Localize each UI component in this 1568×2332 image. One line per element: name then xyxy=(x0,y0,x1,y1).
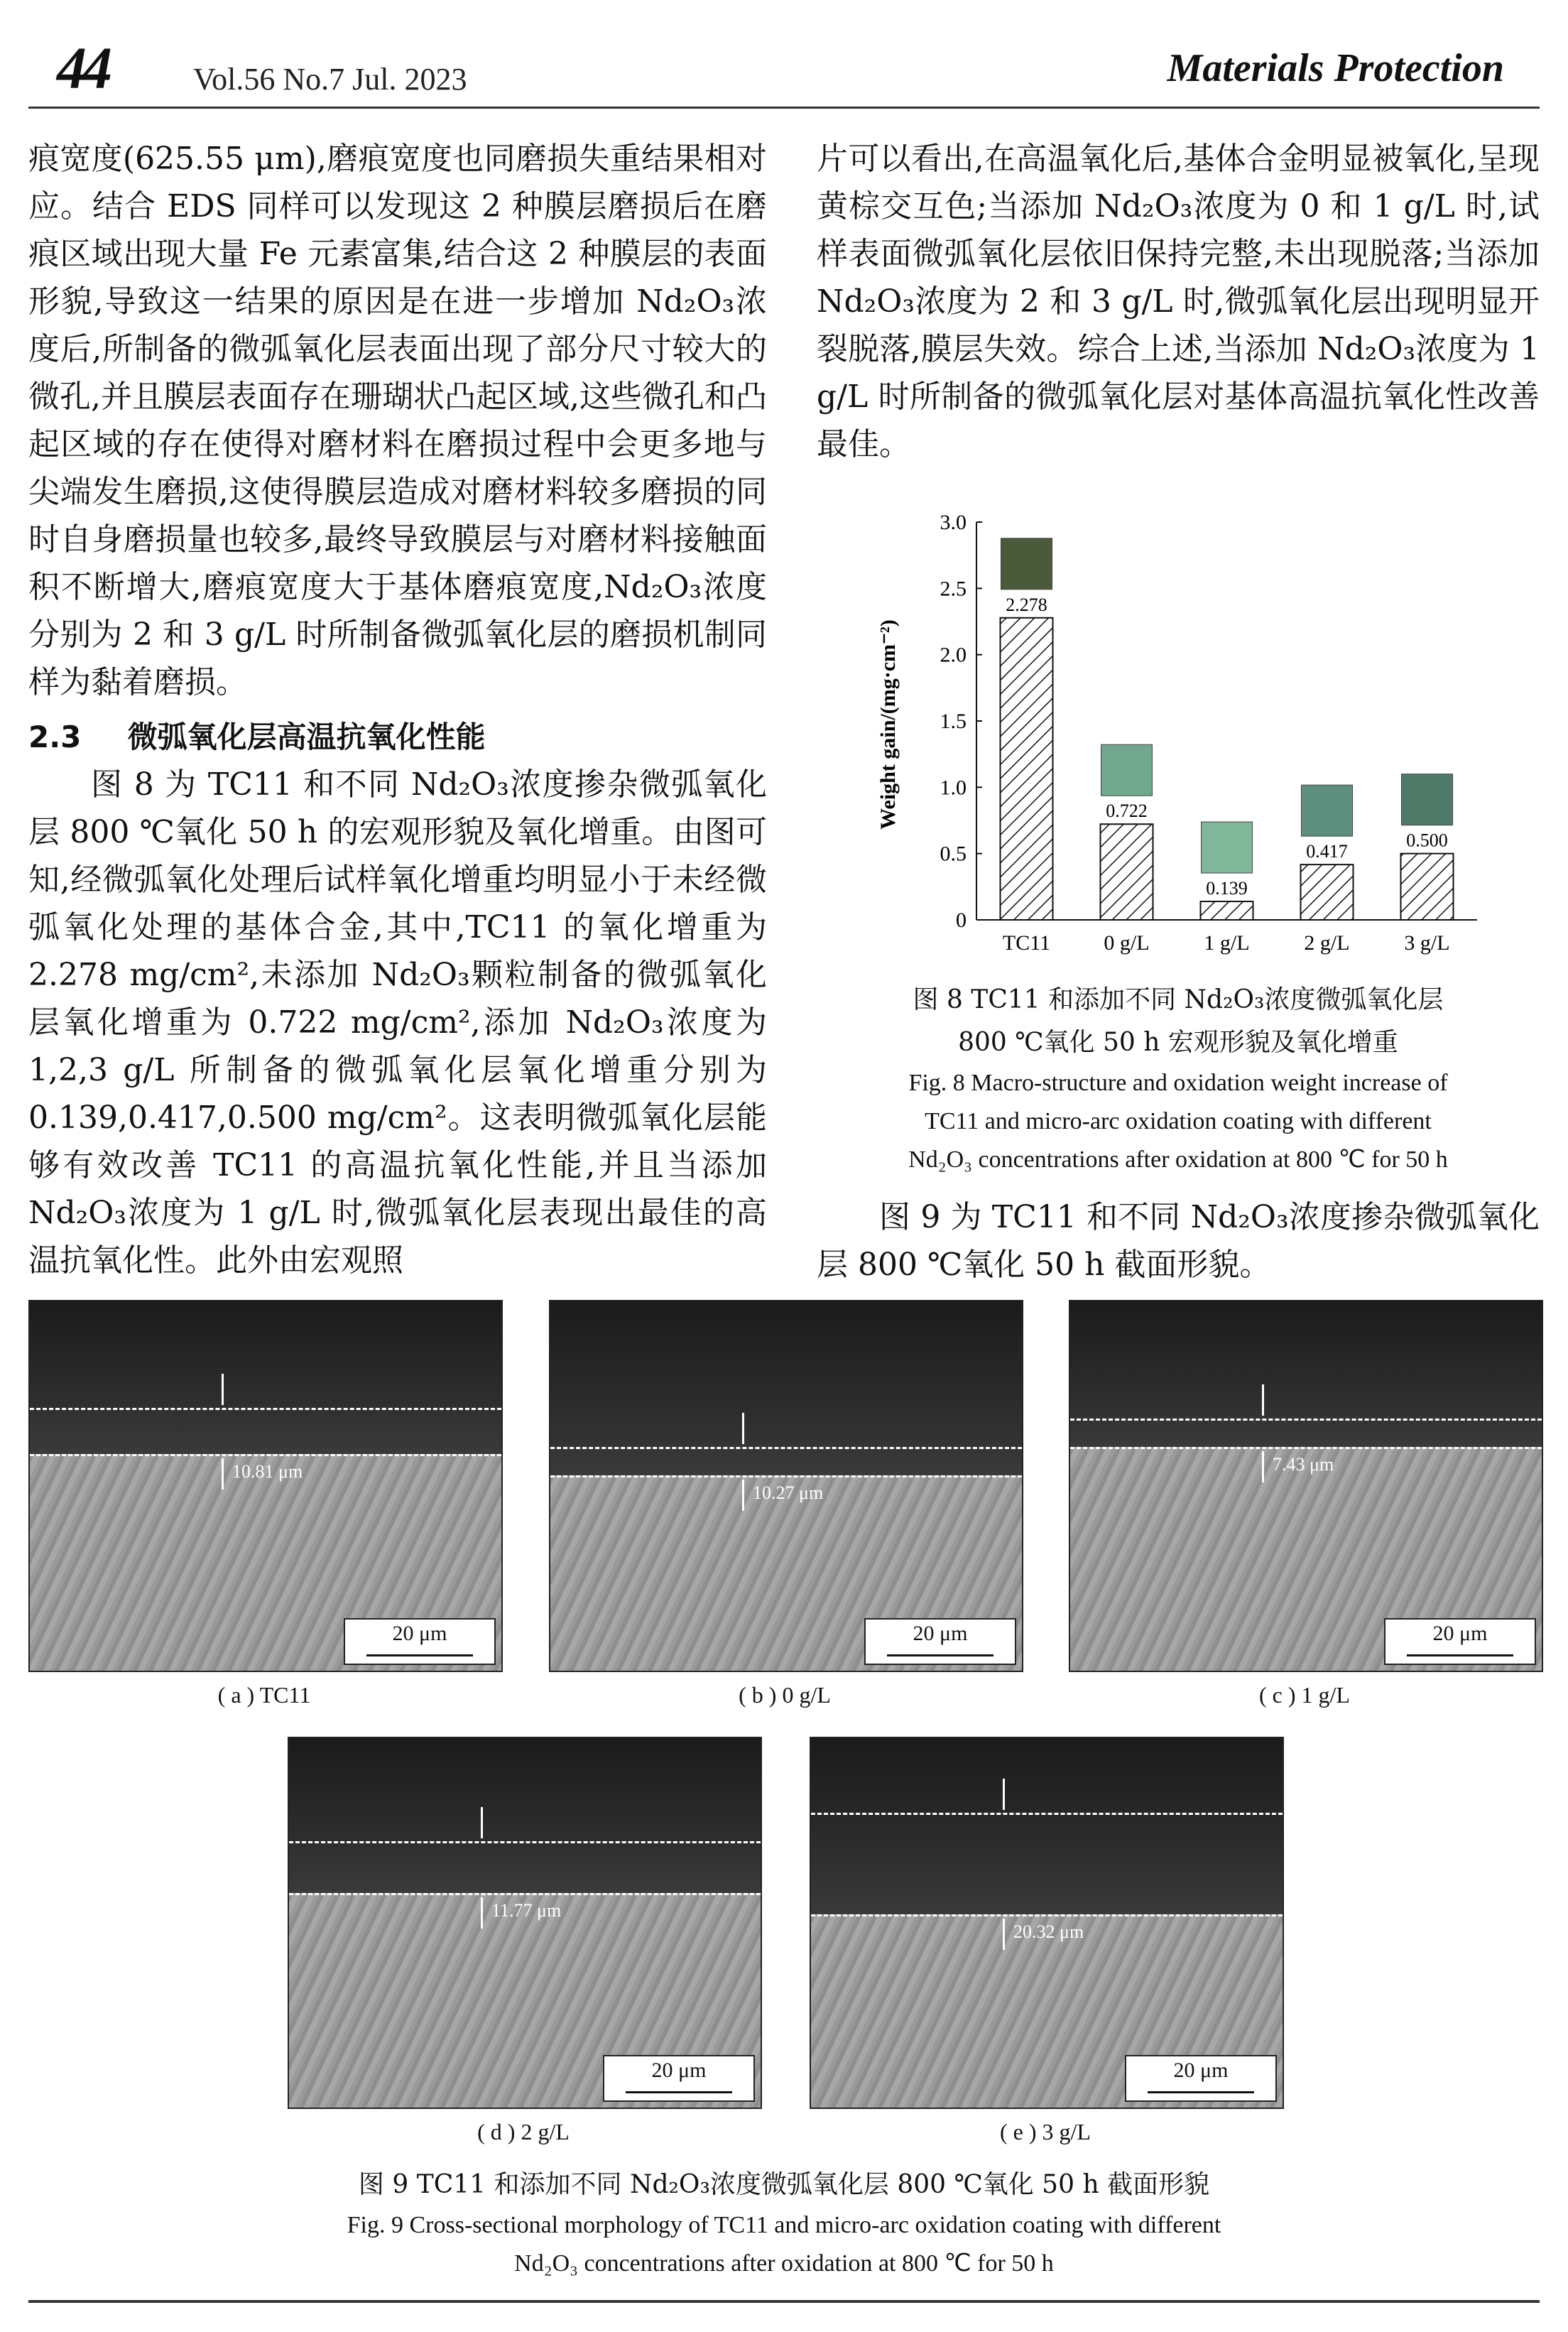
fig8-caption-cn-1: 图 8 TC11 和添加不同 Nd₂O₃浓度微弧氧化层 xyxy=(913,985,1444,1014)
oxide-region xyxy=(550,1301,1022,1475)
macro-photo-inset xyxy=(1101,744,1153,796)
micrograph-panel xyxy=(288,1737,762,2109)
header-rule xyxy=(28,107,1540,109)
layer-boundary-line xyxy=(289,1893,761,1895)
arrow-down-icon xyxy=(222,1374,224,1405)
layer-boundary-line xyxy=(289,1841,761,1843)
oxide-region xyxy=(289,1738,761,1893)
left-paragraph-2: 图 8 为 TC11 和不同 Nd₂O₃浓度掺杂微弧氧化层 800 ℃氧化 50 h 的宏观形貌及氧化增重。由图可知,经微弧氧化处理后试样氧化增重均明显小于未经微弧氧化处理的基体合金,其中,TC11 的氧化增重为 2.278 mg/cm²,未添加 Nd₂O₃颗粒制备的微弧氧化层氧化增重为 0.722 mg/cm²,添加 Nd₂O₃浓度为 1,2,3 g/L 所制备的微弧氧化层氧化增重分别为 0.139,0.417,0.500 mg/cm²。这表明微弧氧化层能够有效改善 TC11 的高温抗氧化性能,并且当添加 Nd₂O₃浓度为 1 g/L 时,微弧氧化层表现出最佳的高温抗氧化性。此外由宏观照 xyxy=(28,766,767,1279)
left-paragraph-1: 痕宽度(625.55 μm),磨痕宽度也同磨损失重结果相对应。结合 EDS 同样可以发现这 2 种膜层磨损后在磨痕区域出现大量 Fe 元素富集,结合这 2 种膜层的表面形貌,导致这一结果的原因是在进一步增加 Nd₂O₃浓度后,所制备的微弧氧化层表面出现了部分尺寸较大的微孔,并且膜层表面存在珊瑚状凸起区域,这些微孔和凸起区域的存在使得对磨材料在磨损过程中会更多地与尖端发生磨损,这使得膜层造成对磨材料较多磨损的同时自身磨损量也较多,最终导致膜层与对磨材料接触面积不断增大,磨痕宽度大于基体磨痕宽度,Nd₂O₃浓度分别为 2 和 3 g/L 时所制备微弧氧化层的磨损机制同样为黏着磨损。 xyxy=(28,141,767,700)
x-tick-label: 2 g/L xyxy=(1304,931,1350,955)
y-tick-label: 3.0 xyxy=(940,511,967,534)
macro-photo-inset xyxy=(1001,538,1052,590)
thickness-label: 11.77 μm xyxy=(491,1900,562,1921)
arrow-down-icon xyxy=(1262,1384,1264,1416)
scale-bar: 20 μm xyxy=(1384,1618,1536,1665)
oxide-region xyxy=(811,1738,1283,1914)
arrow-down-icon xyxy=(742,1413,744,1444)
journal-name: Materials Protection xyxy=(1167,46,1504,90)
x-tick-label: TC11 xyxy=(1002,931,1051,955)
bar-1 xyxy=(1101,824,1153,920)
layer-boundary-line xyxy=(811,1914,1283,1916)
layer-boundary-line xyxy=(1070,1447,1542,1449)
bar-value-label: 0.500 xyxy=(1406,830,1448,851)
bar-4 xyxy=(1401,854,1454,920)
micrograph-panel xyxy=(1069,1300,1543,1672)
layer-boundary-line xyxy=(550,1447,1022,1449)
x-tick-label: 3 g/L xyxy=(1404,931,1450,955)
y-tick-label: 1.0 xyxy=(940,776,967,800)
page-header xyxy=(0,0,1568,107)
arrow-up-icon xyxy=(1262,1451,1264,1482)
arrow-up-icon xyxy=(481,1897,483,1929)
bar-3 xyxy=(1301,864,1354,920)
y-tick-label: 0.5 xyxy=(940,842,967,866)
page-number: 44 xyxy=(57,36,108,102)
fig9-caption-en-1: Fig. 9 Cross-sectional morphology of TC11 and micro-arc oxidation coating with different xyxy=(347,2212,1221,2238)
oxide-region xyxy=(1070,1301,1542,1447)
section-number: 2.3 xyxy=(28,720,82,754)
right-column xyxy=(817,135,1540,468)
thickness-label: 20.32 μm xyxy=(1013,1921,1084,1942)
fig8-caption-en-1: Fig. 8 Macro-structure and oxidation weight increase of xyxy=(908,1070,1448,1096)
footer-rule xyxy=(28,2300,1540,2303)
arrow-up-icon xyxy=(742,1480,744,1511)
micrograph-panel xyxy=(28,1300,503,1672)
micrograph-panel xyxy=(549,1300,1023,1672)
bar-value-label: 0.139 xyxy=(1206,878,1248,899)
fig8-bar-chart xyxy=(852,490,1491,980)
arrow-down-icon xyxy=(481,1807,483,1838)
layer-boundary-line xyxy=(1070,1419,1542,1421)
x-tick-label: 1 g/L xyxy=(1204,931,1250,955)
scale-bar: 20 μm xyxy=(1125,2055,1277,2102)
chart-bars xyxy=(1001,538,1454,955)
fig8-caption-en-3: Nd₂O₃ concentrations after oxidation at 800 ℃ for 50 h xyxy=(908,1146,1448,1173)
scale-bar: 20 μm xyxy=(864,1618,1016,1665)
volume-info: Vol.56 No.7 Jul. 2023 xyxy=(193,62,467,97)
right-paragraph-2: 图 9 为 TC11 和不同 Nd₂O₃浓度掺杂微弧氧化层 800 ℃氧化 50 h 截面形貌。 xyxy=(817,1199,1540,1283)
fig9-caption xyxy=(28,2164,1540,2283)
panel-label: ( c ) 1 g/L xyxy=(1259,1682,1350,1708)
panel-label: ( b ) 0 g/L xyxy=(739,1682,831,1708)
fig9-caption-en-2: Nd₂O₃ concentrations after oxidation at 800 ℃ for 50 h xyxy=(514,2250,1054,2277)
arrow-up-icon xyxy=(1003,1919,1005,1950)
y-tick-label: 2.5 xyxy=(940,577,967,601)
fig8-caption xyxy=(817,979,1540,1179)
right-paragraph-1: 片可以看出,在高温氧化后,基体合金明显被氧化,呈现黄棕交互色;当添加 Nd₂O₃浓度为 0 和 1 g/L 时,试样表面微弧氧化层依旧保持完整,未出现脱落;当添加 Nd₂O₃浓度为 2 和 3 g/L 时,微弧氧化层出现明显开裂脱落,膜层失效。综合上述,当添加 Nd₂O₃浓度为 1 g/L 时所制备的微弧氧化层对基体高温抗氧化性改善最佳。 xyxy=(817,141,1540,462)
layer-boundary-line xyxy=(30,1454,501,1456)
layer-boundary-line xyxy=(550,1475,1022,1477)
section-heading xyxy=(28,713,767,761)
panel-label: ( d ) 2 g/L xyxy=(477,2119,570,2144)
macro-photo-inset xyxy=(1202,822,1253,873)
section-title: 微弧氧化层高温抗氧化性能 xyxy=(127,720,486,754)
bar-value-label: 2.278 xyxy=(1006,594,1047,615)
arrow-down-icon xyxy=(1003,1779,1005,1810)
fig8-caption-cn-2: 800 ℃氧化 50 h 宏观形貌及氧化增重 xyxy=(958,1028,1398,1057)
micrograph-panel xyxy=(810,1737,1284,2109)
arrow-up-icon xyxy=(222,1458,224,1490)
macro-photo-inset xyxy=(1402,774,1453,825)
macro-photo-inset xyxy=(1302,785,1353,836)
bar-value-label: 0.417 xyxy=(1306,841,1348,862)
scale-bar: 20 μm xyxy=(603,2055,755,2102)
y-tick-label: 1.5 xyxy=(940,710,967,733)
y-tick-label: 0 xyxy=(956,909,967,932)
thickness-label: 10.81 μm xyxy=(232,1461,303,1482)
bar-value-label: 0.722 xyxy=(1106,801,1148,822)
oxide-region xyxy=(30,1301,501,1454)
left-column xyxy=(28,135,767,1284)
y-tick-label: 2.0 xyxy=(940,643,967,667)
layer-boundary-line xyxy=(811,1813,1283,1815)
thickness-label: 7.43 μm xyxy=(1273,1454,1334,1475)
bar-0 xyxy=(1001,618,1053,920)
scale-bar: 20 μm xyxy=(344,1618,496,1665)
fig8-caption-en-2: TC11 and micro-arc oxidation coating with different xyxy=(925,1108,1432,1134)
fig9-caption-cn: 图 9 TC11 和添加不同 Nd₂O₃浓度微弧氧化层 800 ℃氧化 50 h 截面形貌 xyxy=(358,2170,1210,2199)
y-axis-label: Weight gain/(mg·cm⁻²) xyxy=(876,619,900,830)
thickness-label: 10.27 μm xyxy=(753,1482,824,1503)
panel-label: ( a ) TC11 xyxy=(217,1682,311,1708)
bar-2 xyxy=(1201,901,1253,920)
layer-boundary-line xyxy=(30,1408,501,1410)
panel-label: ( e ) 3 g/L xyxy=(1000,2119,1091,2144)
x-tick-label: 0 g/L xyxy=(1104,931,1150,955)
